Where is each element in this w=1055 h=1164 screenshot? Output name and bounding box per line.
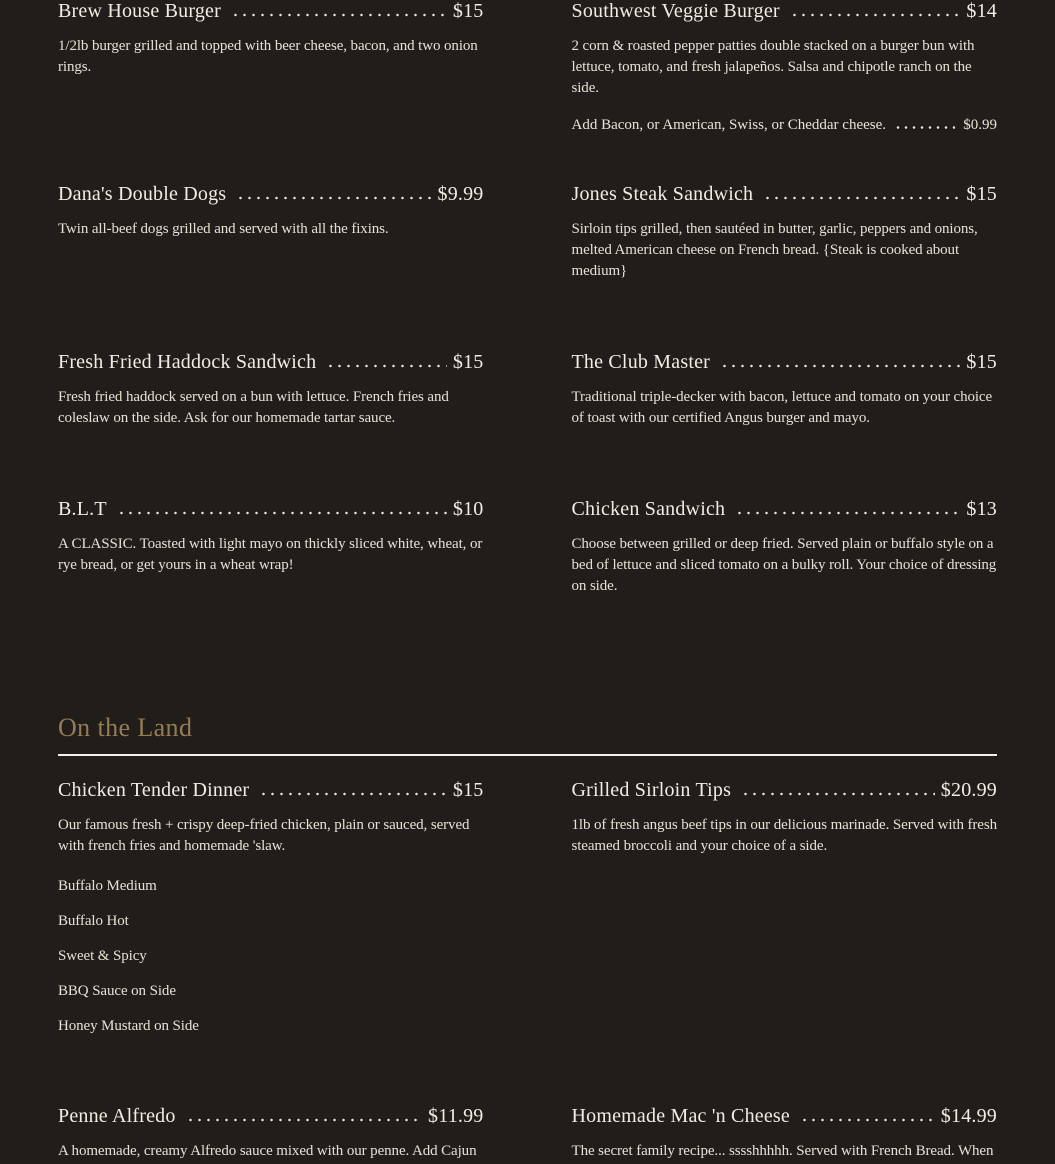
item-title-row xyxy=(58,183,484,205)
item-description: Twin all-beef dogs grilled and served with all the fixins. xyxy=(58,221,389,237)
menu-row xyxy=(58,498,997,713)
item-price: $11.99 xyxy=(428,1105,484,1127)
item-description: A homemade, creamy Alfredo sauce mixed with our penne. Add Cajun xyxy=(58,1143,477,1159)
menu-item xyxy=(58,183,484,240)
menu-row xyxy=(58,183,997,351)
item-description: 1lb of fresh angus beef tips in our delicious marinade. Served with fresh steamed broccoli and your choice of a side. xyxy=(571,817,998,854)
item-option: BBQ Sauce on Side xyxy=(58,983,176,999)
item-name: Jones Steak Sandwich xyxy=(571,183,754,205)
dotted-leader xyxy=(741,792,935,796)
item-description: 1/2lb burger grilled and topped with beer cheese, bacon, and two onion rings. xyxy=(58,38,478,75)
item-title-row xyxy=(572,0,998,22)
item-name: B.L.T xyxy=(58,498,107,520)
item-title-row xyxy=(572,498,998,520)
menu-item xyxy=(58,498,484,576)
item-price: $15 xyxy=(966,351,997,373)
addon-label: Add Bacon, or American, Swiss, or Cheddar cheese. xyxy=(571,117,887,133)
dotted-leader xyxy=(800,1118,935,1122)
dotted-leader xyxy=(735,511,960,515)
item-description: The secret family recipe... sssshhhhh. Served with French Bread. When xyxy=(571,1143,994,1159)
dotted-leader xyxy=(894,126,955,129)
item-description: Fresh fried haddock served on a bun with lettuce. French fries and coleslaw on the side. Ask for our homemade tartar sauce. xyxy=(58,389,449,426)
dotted-leader xyxy=(763,196,960,200)
menu-row xyxy=(58,1105,997,1162)
item-name: Homemade Mac 'n Cheese xyxy=(571,1105,790,1127)
dotted-leader xyxy=(231,13,447,17)
item-name: Grilled Sirloin Tips xyxy=(571,779,732,801)
menu-item xyxy=(572,1105,998,1162)
item-name: Penne Alfredo xyxy=(58,1105,176,1127)
item-price: $15 xyxy=(452,779,484,801)
menu-item xyxy=(572,498,998,597)
menu-item xyxy=(572,779,998,857)
section-heading-block xyxy=(58,713,997,779)
menu-row xyxy=(58,0,997,183)
item-name: Chicken Sandwich xyxy=(571,498,726,520)
item-name: Chicken Tender Dinner xyxy=(58,779,250,801)
item-description: Choose between grilled or deep fried. Served plain or buffalo style on a bed of lettuce and sliced tomato on a bulky roll. Your choice of dressing on side. xyxy=(571,536,997,594)
item-option: Honey Mustard on Side xyxy=(58,1018,199,1034)
item-name: Brew House Burger xyxy=(58,0,221,22)
dotted-leader xyxy=(186,1118,422,1122)
addon-line xyxy=(572,117,998,133)
item-price: $14.99 xyxy=(940,1105,997,1127)
menu-row xyxy=(58,351,997,498)
dotted-leader xyxy=(117,511,447,515)
item-title-row xyxy=(58,779,484,801)
item-title-row xyxy=(58,0,484,22)
section-divider xyxy=(58,754,997,756)
item-option: Buffalo Hot xyxy=(58,913,129,929)
item-price: $20.99 xyxy=(940,779,997,801)
item-name: Southwest Veggie Burger xyxy=(571,0,780,22)
item-description: A CLASSIC. Toasted with light mayo on thickly sliced white, wheat, or rye bread, or get yours in a wheat wrap! xyxy=(58,536,483,573)
item-title-row xyxy=(58,1105,484,1127)
dotted-leader xyxy=(326,364,447,368)
item-option: Buffalo Medium xyxy=(58,878,157,894)
menu-item xyxy=(572,183,998,282)
item-price: $10 xyxy=(452,498,484,520)
item-title-row xyxy=(58,498,484,520)
item-option: Sweet & Spicy xyxy=(58,948,147,964)
item-price: $15 xyxy=(452,351,484,373)
section-heading: On the Land xyxy=(58,713,193,742)
item-title-row xyxy=(572,183,998,205)
item-title-row xyxy=(572,1105,998,1127)
item-description: Sirloin tips grilled, then sautéed in butter, garlic, peppers and onions, melted American cheese on French bread. {Steak is cooked about medium} xyxy=(571,221,978,279)
menu-row xyxy=(58,779,997,1105)
dotted-leader xyxy=(236,196,431,200)
menu-item xyxy=(572,351,998,429)
item-price: $15 xyxy=(966,183,997,205)
item-name: Fresh Fried Haddock Sandwich xyxy=(58,351,317,373)
menu-item xyxy=(58,351,484,429)
item-price: $9.99 xyxy=(437,183,484,205)
item-description: Traditional triple-decker with bacon, lettuce and tomato on your choice of toast with our certified Angus burger and mayo. xyxy=(571,389,993,426)
addon-price: $0.99 xyxy=(963,117,997,133)
item-title-row xyxy=(572,351,998,373)
item-title-row xyxy=(58,351,484,373)
item-name: The Club Master xyxy=(571,351,711,373)
menu-item xyxy=(58,0,484,78)
dotted-leader xyxy=(720,364,960,368)
dotted-leader xyxy=(790,13,961,17)
menu-item xyxy=(58,779,484,1054)
dotted-leader xyxy=(259,792,447,796)
menu-item xyxy=(572,0,998,133)
item-name: Dana's Double Dogs xyxy=(58,183,227,205)
item-description: 2 corn & roasted pepper patties double stacked on a burger bun with lettuce, tomato, and fresh jalapeños. Salsa and chipotle ranch on the side. xyxy=(571,38,975,96)
item-price: $13 xyxy=(966,498,997,520)
item-description: Our famous fresh + crispy deep-fried chicken, plain or sauced, served with french fries and homemade 'slaw. xyxy=(58,817,470,854)
menu-item xyxy=(58,1105,484,1162)
item-options xyxy=(58,879,484,1033)
item-price: $14 xyxy=(966,0,997,22)
item-title-row xyxy=(572,779,998,801)
item-price: $15 xyxy=(452,0,484,22)
